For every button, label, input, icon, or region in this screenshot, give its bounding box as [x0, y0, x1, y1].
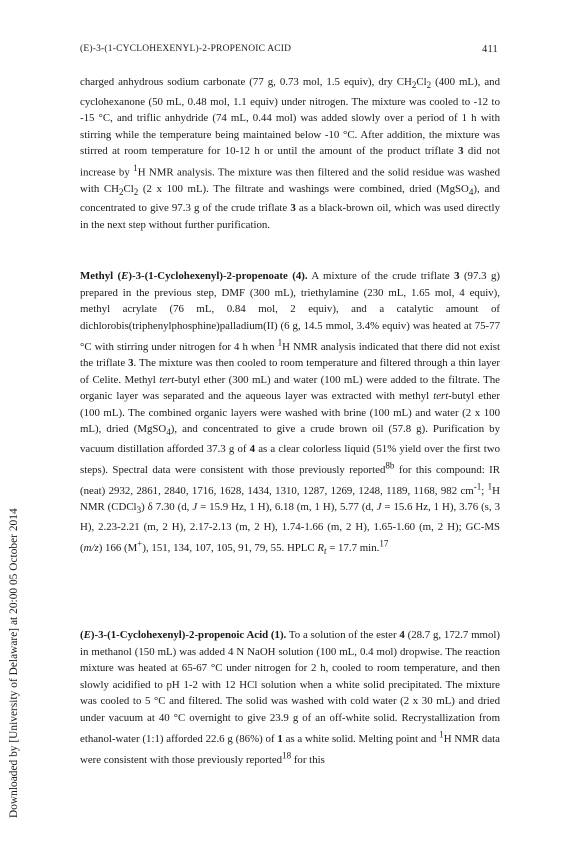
- paragraph-triflate-prep: [80, 74, 500, 233]
- section-heading-acid: (E)-3-(1-Cyclohexenyl)-2-propenoic Acid (1).: [80, 629, 287, 641]
- page-number: 411: [482, 44, 498, 55]
- paragraph-ester-synthesis: [80, 268, 500, 560]
- paragraph-body-with-heading: [80, 627, 500, 768]
- paragraph-acid-synthesis: [80, 627, 500, 768]
- running-header: [80, 44, 498, 58]
- running-title: (E)-3-(1-CYCLOHEXENYL)-2-PROPENOIC ACID: [80, 44, 292, 54]
- paragraph-body: charged anhydrous sodium carbonate (77 g, 0.73 mol, 1.5 equiv), dry $CH_2Cl_2$ (400 mL), and cyclohexanone (50 mL, 0.48 mol, 1.1 equiv) under nitrogen. The mixture was cooled to -12 to -15 °C, and triflic anhydride (74 mL, 0.44 mol) was added slowly over a period of 1 h with stirring while the temperature being maintained below -10 °C. After addition, the mixture was stirred at room temperature for 10-12 h or until the amount of the product triflate 3 did not increase by $^1$H NMR analysis. The mixture was then filtered and the solid residue was washed with $CH_2Cl_2$ (2 x 100 mL). The filtrate and washings were combined, dried (MgSO$_4$), and concentrated to give 97.3 g of the crude triflate 3 as a black-brown oil, which was used directly in the next step without further purification.: [80, 76, 501, 231]
- paragraph-body: To a solution of the ester 4 (28.7 g, 172.7 mmol) in methanol (150 mL) was added 4 N NaOH solution (100 mL, 0.4 mol) dropwise. The reaction mixture was heated at 65-67 °C under nitrogen for 2 h, cooled to room temperature, and then slowly acidified to pH 1-2 with 12 HCl solution when a white solid precipitated. The mixture was cooled to 5 °C and filtered. The solid was washed with cold water (2 x 30 mL) and dried under vacuum at 40 °C overnight to give 23.9 g of an off-white solid. Recrystallization from ethanol-water (1:1) afforded 22.6 g (86%) of 1 as a white solid. Melting point and $^1$H NMR data were consistent with those previously reported$^{18}$ for this: [80, 629, 500, 766]
- download-watermark: Downloaded by [University of Delaware] at 20:00 05 October 2014: [8, 508, 20, 818]
- section-heading-ester: Methyl (E)-3-(1-Cyclohexenyl)-2-propenoate (4).: [80, 270, 308, 282]
- paragraph-body-with-heading: [80, 268, 500, 560]
- paragraph-body: A mixture of the crude triflate 3 (97.3 g) prepared in the previous step, DMF (300 mL), triethylamine (230 mL, 1.65 mol, 4 equiv), methyl acrylate (76 mL, 0.84 mol, 2 equiv), and a catalytic amount of dichlorobis(triphenylphosphine)palladium(II) (6 g, 14.5 mmol, 3.4% equiv) was heated at 75-77 °C with stirring under nitrogen for 4 h when $^1$H NMR analysis indicated that there did not exist the triflate 3. The mixture was then cooled to room temperature and filtered through a thin layer of Celite. Methyl tert-butyl ether (300 mL) and water (100 mL) were added to the filtrate. The organic layer was separated and the aqueous layer was extracted with methyl tert-butyl ether (100 mL). The combined organic layers were washed with brine (100 mL) and water (2 x 100 mL), dried (MgSO$_4$), and concentrated to give a crude brown oil (57.8 g). Purification by vacuum distillation afforded 37.3 g of 4 as a clear colorless liquid (51% yield over the first two steps). Spectral data were consistent with those previously reported$^{8b}$ for this compound: IR (neat) 2932, 2861, 2840, 1716, 1628, 1434, 1310, 1287, 1269, 1248, 1189, 1168, 982 $cm^{-1}$; $^1$H NMR (CDCl$_3$) δ 7.30 (d, J = 15.9 Hz, 1 H), 6.18 (m, 1 H), 5.77 (d, J = 15.6 Hz, 1 H), 3.76 (s, 3 H), 2.23-2.21 (m, 2 H), 2.17-2.13 (m, 2 H), 1.74-1.66 (m, 2 H), 1.65-1.60 (m, 2 H); GC-MS (m/z) 166 (M+), 151, 134, 107, 105, 91, 79, 55. HPLC $R_t = 17.7$ min.$^{17}$: [80, 270, 501, 557]
